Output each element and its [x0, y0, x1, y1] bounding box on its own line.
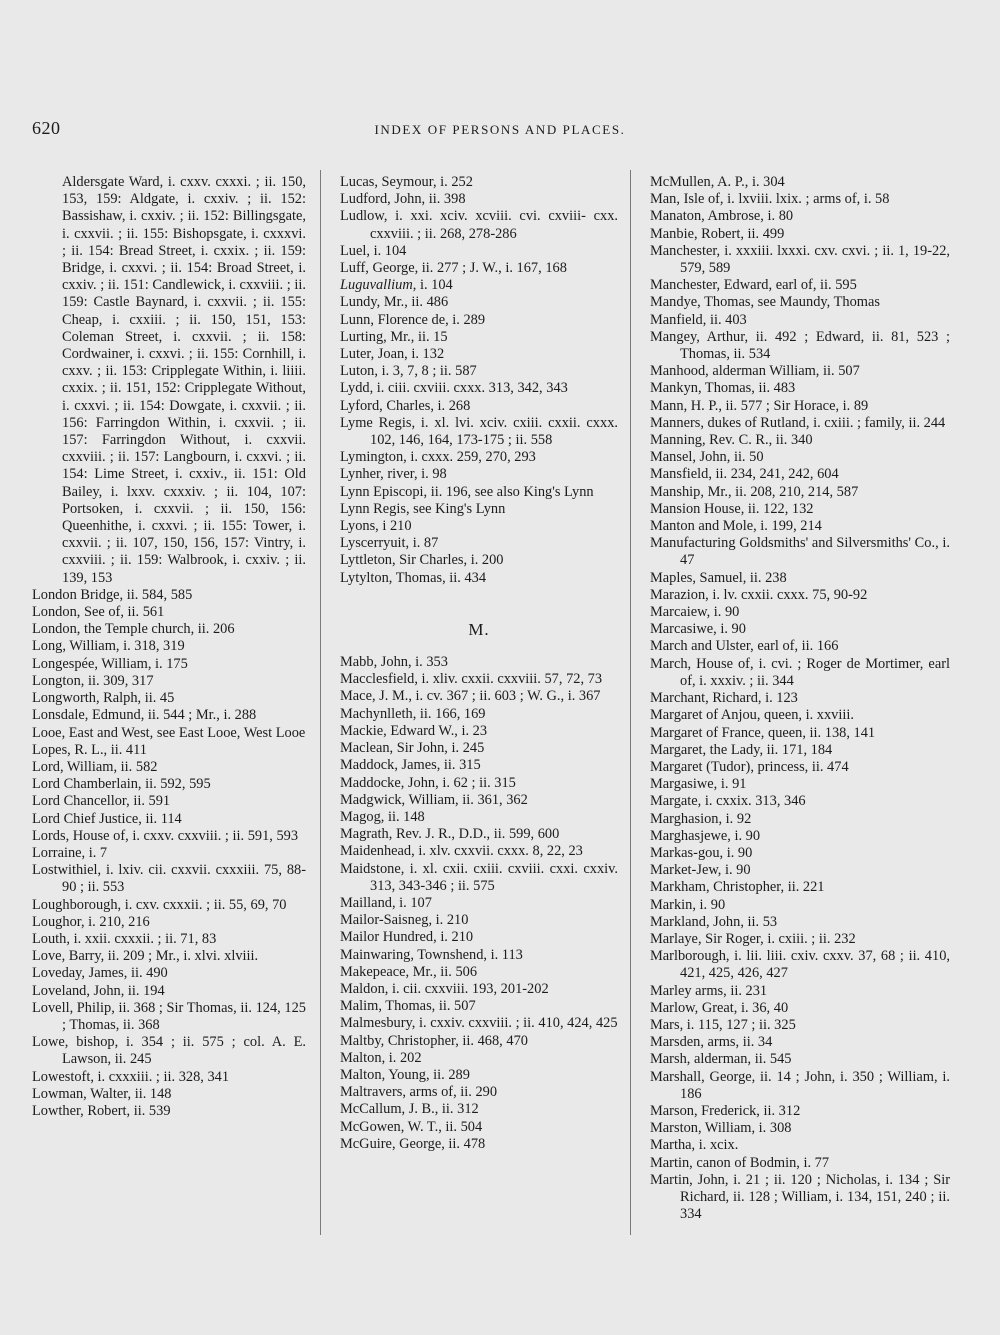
index-entry: Mann, H. P., ii. 577 ; Sir Horace, i. 89 — [650, 397, 869, 414]
index-entry: Lyford, Charles, i. 268 — [340, 397, 471, 414]
index-entry: Maldon, i. cii. cxxviii. 193, 201-202 — [340, 980, 549, 997]
index-entry: Markland, John, ii. 53 — [650, 913, 778, 930]
index-entry: Manhood, alderman William, ii. 507 — [650, 363, 860, 380]
index-column-left — [32, 174, 306, 1120]
index-entry: Marsh, alderman, ii. 545 — [650, 1051, 792, 1068]
index-entry: Maidstone, i. xl. cxii. cxiii. cxviii. cxxi. cxxiv. 313, 343-346 ; ii. 575 — [340, 860, 618, 894]
index-entry: Marshall, George, ii. 14 ; John, i. 350 ; William, i. 186 — [650, 1068, 950, 1102]
index-entry: Mansfield, ii. 234, 241, 242, 604 — [650, 466, 839, 483]
index-entry: Louth, i. xxii. cxxxii. ; ii. 71, 83 — [32, 930, 217, 947]
index-entry: Margasiwe, i. 91 — [650, 776, 747, 793]
index-entry: Marchant, Richard, i. 123 — [650, 690, 798, 707]
index-entry: Lowman, Walter, ii. 148 — [32, 1085, 172, 1102]
index-entry: Magog, ii. 148 — [340, 808, 425, 825]
index-entry: Luel, i. 104 — [340, 242, 407, 259]
index-entry: Loveday, James, ii. 490 — [32, 965, 168, 982]
index-entry: Lorraine, i. 7 — [32, 844, 108, 861]
index-column-middle — [340, 174, 618, 1153]
index-entry: Markin, i. 90 — [650, 896, 726, 913]
index-entry: Malmesbury, i. cxxiv. cxxviii. ; ii. 410, 424, 425 — [340, 1015, 618, 1032]
index-entry: March and Ulster, earl of, ii. 166 — [650, 638, 839, 655]
index-entry: Macclesfield, i. xliv. cxxii. cxxviii. 57, 72, 73 — [340, 671, 603, 688]
index-entry: Manfield, ii. 403 — [650, 311, 747, 328]
index-entry: Marson, Frederick, ii. 312 — [650, 1102, 801, 1119]
index-entry: Mabb, John, i. 353 — [340, 654, 448, 671]
index-entry: Manchester, i. xxxiii. lxxxi. cxv. cxvi. ; ii. 1, 19-22, 579, 589 — [650, 242, 950, 277]
index-entry: Marlow, Great, i. 36, 40 — [650, 999, 789, 1016]
index-entry: Lyscerryuit, i. 87 — [340, 535, 439, 552]
index-entry: Lowestoft, i. cxxxiii. ; ii. 328, 341 — [32, 1068, 230, 1085]
index-entry: Lundy, Mr., ii. 486 — [340, 294, 449, 311]
index-entry: Marcaiew, i. 90 — [650, 604, 740, 621]
index-entry: Martin, canon of Bodmin, i. 77 — [650, 1154, 830, 1171]
index-entry: Lyons, i 210 — [340, 518, 412, 535]
index-entry: Manship, Mr., ii. 208, 210, 214, 587 — [650, 483, 859, 500]
index-entry: Lopes, R. L., ii. 411 — [32, 741, 147, 758]
index-entry: Lord, William, ii. 582 — [32, 758, 158, 775]
index-entry: Lord Chief Justice, ii. 114 — [32, 810, 182, 827]
index-entry: Mansel, John, ii. 50 — [650, 449, 764, 466]
column-divider — [630, 170, 631, 1235]
index-entry: Luff, George, ii. 277 ; J. W., i. 167, 168 — [340, 260, 567, 277]
index-entry: Lurting, Mr., ii. 15 — [340, 328, 448, 345]
index-entry: Lord Chancellor, ii. 591 — [32, 793, 171, 810]
index-entry: Manchester, Edward, earl of, ii. 595 — [650, 277, 857, 294]
index-entry: Mackie, Edward W., i. 23 — [340, 722, 488, 739]
index-entry: Martin, John, i. 21 ; ii. 120 ; Nicholas, i. 134 ; Sir Richard, ii. 128 ; William, i. 134, 151, 240 ; ii. 334 — [650, 1171, 950, 1223]
index-entry: Marlaye, Sir Roger, i. cxiii. ; ii. 232 — [650, 930, 856, 947]
index-column-right — [650, 174, 950, 1223]
index-entry: Mansion House, ii. 122, 132 — [650, 500, 814, 517]
index-entry: London Bridge, ii. 584, 585 — [32, 586, 193, 603]
index-entry: March, House of, i. cvi. ; Roger de Mortimer, earl of, i. xxxiv. ; ii. 344 — [650, 655, 950, 689]
index-entry: Loughor, i. 210, 216 — [32, 913, 150, 930]
index-entry: Market-Jew, i. 90 — [650, 862, 751, 879]
index-entry: Lynn Episcopi, ii. 196, see also King's Lynn — [340, 483, 594, 500]
index-entry: Lowther, Robert, ii. 539 — [32, 1102, 171, 1119]
index-entry: Mailor-Saisneg, i. 210 — [340, 912, 469, 929]
index-entry: Margaret of France, queen, ii. 138, 141 — [650, 724, 876, 741]
index-entry: Lostwithiel, i. lxiv. cii. cxxvii. cxxxiii. 75, 88-90 ; ii. 553 — [32, 862, 306, 896]
index-entry: Makepeace, Mr., ii. 506 — [340, 963, 478, 980]
index-entry: Longton, ii. 309, 317 — [32, 672, 154, 689]
index-entry: London, the Temple church, ii. 206 — [32, 621, 235, 638]
index-entry: Loughborough, i. cxv. cxxxii. ; ii. 55, 69, 70 — [32, 896, 287, 913]
index-entry: Marazion, i. lv. cxxii. cxxx. 75, 90-92 — [650, 586, 868, 603]
index-entry: Ludlow, i. xxi. xciv. xcviii. cvi. cxviii- cxx. cxxviii. ; ii. 268, 278-286 — [340, 208, 618, 242]
index-entry: Lords, House of, i. cxxv. cxxviii. ; ii. 591, 593 — [32, 827, 299, 844]
index-entry: Madgwick, William, ii. 361, 362 — [340, 791, 528, 808]
index-entry: Lydd, i. ciii. cxviii. cxxx. 313, 342, 343 — [340, 380, 568, 397]
index-entry: Man, Isle of, i. lxviii. lxix. ; arms of, i. 58 — [650, 191, 890, 208]
index-entry: Manton and Mole, i. 199, 214 — [650, 518, 822, 535]
index-entry: Marsden, arms, ii. 34 — [650, 1034, 773, 1051]
index-entry: Manufacturing Goldsmiths' and Silversmiths' Co., i. 47 — [650, 535, 950, 569]
index-entry: Margaret of Anjou, queen, i. xxviii. — [650, 707, 854, 724]
index-entry: Marlborough, i. lii. liii. cxiv. cxxv. 37, 68 ; ii. 410, 421, 425, 426, 427 — [650, 948, 950, 982]
index-entry: Magrath, Rev. J. R., D.D., ii. 599, 600 — [340, 826, 560, 843]
index-entry: Markham, Christopher, ii. 221 — [650, 879, 825, 896]
column-divider — [320, 170, 321, 1235]
index-entry: Looe, East and West, see East Looe, West Looe — [32, 724, 306, 741]
index-entry: Mailor Hundred, i. 210 — [340, 929, 474, 946]
index-entry: Margate, i. cxxix. 313, 346 — [650, 793, 806, 810]
index-entry: Malton, i. 202 — [340, 1049, 422, 1066]
index-entry: Margaret, the Lady, ii. 171, 184 — [650, 741, 833, 758]
index-entry: Luguvallium, i. 104 — [340, 277, 453, 294]
index-entry: Maddock, James, ii. 315 — [340, 757, 481, 774]
index-entry: Mainwaring, Townshend, i. 113 — [340, 946, 523, 963]
index-entry: Machynlleth, ii. 166, 169 — [340, 705, 486, 722]
index-entry: Marley arms, ii. 231 — [650, 982, 768, 999]
index-entry: Manning, Rev. C. R., ii. 340 — [650, 432, 813, 449]
index-entry: Aldersgate Ward, i. cxxv. cxxxi. ; ii. 150, 153, 159: Aldgate, i. cxxiv. ; ii. 152: Bassishaw, i. cxxiv. ; ii. 152: Billingsgate, i. cxxvii. ; ii. 155: Bishopsgate, i. cxxxvi. ; ii. 154: Bread Street, i. cxxix. ; ii. 159: Bridge, i. cxxvi. ; ii. 154: Broad Street, i. cxxiv. ; ii. 151: Candlewick, i. cxxviii. ; ii. 159: Castle Baynard, i. cxxvii. ; ii. 155: Cheap, i. cxxiii. ; ii. 150, 151, 153: Coleman Street, i. cxxvii. ; ii. 158: Cordwainer, i. cxxvi. ; ii. 155: Cornhill, i. cxxv. ; ii. 153: Cripplegate Within, i. liiii. cxxix. ; ii. 151, 152: Cripplegate Without, i. cxxvi. ; ii. 154: Dowgate, i. cxxvii. ; ii. 156: Farringdon Within, i. cxxvii. ; ii. 157: Farringdon Without, i. cxxvii. cxxviii. ; ii. 157: Langbourn, i. cxxvi. ; ii. 154: Lime Street, i. cxxiv., ii. 151: Old Bailey, i. lxxv. cxxxiv. ; ii. 104, 107: Portsoken, i. cxxvii. ; ii. 150, 156: Queenhithe, i. cxxvi. ; ii. 155: Tower, i. cxxvii. ; ii. 107, 150, 156, 157: Vintry, i. cxxviii. ; ii. 159: Walbrook, i. cxxiv. ; ii. 139, 153 — [62, 174, 306, 586]
section-letter-heading: M. — [468, 619, 490, 639]
page-number: 620 — [32, 118, 61, 138]
index-entry: Margaret (Tudor), princess, ii. 474 — [650, 758, 849, 775]
index-entry: Lord Chamberlain, ii. 592, 595 — [32, 776, 211, 793]
running-head: INDEX OF PERSONS AND PLACES. — [374, 122, 626, 137]
index-entry: Maclean, Sir John, i. 245 — [340, 740, 485, 757]
index-entry: Manbie, Robert, ii. 499 — [650, 225, 785, 242]
index-entry: Lymington, i. cxxx. 259, 270, 293 — [340, 449, 536, 466]
index-entry: Luton, i. 3, 7, 8 ; ii. 587 — [340, 363, 477, 380]
index-entry: Longworth, Ralph, ii. 45 — [32, 690, 175, 707]
index-entry: Lyme Regis, i. xl. lvi. xciv. cxiii. cxxii. cxxx. 102, 146, 164, 173-175 ; ii. 558 — [340, 414, 618, 449]
index-entry: Lyttleton, Sir Charles, i. 200 — [340, 552, 504, 569]
index-entry: Markas-gou, i. 90 — [650, 844, 753, 861]
index-entry: McGuire, George, ii. 478 — [340, 1135, 486, 1152]
index-entry: Maltravers, arms of, ii. 290 — [340, 1084, 498, 1101]
index-entry: Marghasion, i. 92 — [650, 810, 752, 827]
index-entry: Lynher, river, i. 98 — [340, 466, 447, 483]
index-entry: Maidenhead, i. xlv. cxxvii. cxxx. 8, 22, 23 — [340, 843, 583, 860]
index-entry: Longespée, William, i. 175 — [32, 655, 188, 672]
index-entry: Mace, J. M., i. cv. 367 ; ii. 603 ; W. G., i. 367 — [340, 688, 601, 705]
index-entry: Lunn, Florence de, i. 289 — [340, 311, 486, 328]
index-entry: Martha, i. xcix. — [650, 1137, 739, 1154]
index-entry: Marghasjewe, i. 90 — [650, 827, 761, 844]
index-entry: Maltby, Christopher, ii. 468, 470 — [340, 1032, 528, 1049]
index-entry: Loveland, John, ii. 194 — [32, 982, 165, 999]
index-entry: Malim, Thomas, ii. 507 — [340, 998, 476, 1015]
index-entry: Marston, William, i. 308 — [650, 1120, 792, 1137]
index-entry: Lovell, Philip, ii. 368 ; Sir Thomas, ii. 124, 125 ; Thomas, ii. 368 — [32, 999, 306, 1033]
index-entry: McCallum, J. B., ii. 312 — [340, 1101, 479, 1118]
index-entry: Lytylton, Thomas, ii. 434 — [340, 569, 487, 586]
index-entry: London, See of, ii. 561 — [32, 604, 165, 621]
index-entry: Long, William, i. 318, 319 — [32, 638, 185, 655]
index-entry: Lonsdale, Edmund, ii. 544 ; Mr., i. 288 — [32, 707, 257, 724]
index-entry: Luter, Joan, i. 132 — [340, 346, 445, 363]
index-entry: Mandye, Thomas, see Maundy, Thomas — [650, 294, 880, 311]
index-entry: Maddocke, John, i. 62 ; ii. 315 — [340, 774, 516, 791]
index-entry: McMullen, A. P., i. 304 — [650, 174, 785, 190]
index-entry: Mankyn, Thomas, ii. 483 — [650, 380, 796, 397]
index-entry: Love, Barry, ii. 209 ; Mr., i. xlvi. xlviii. — [32, 948, 259, 965]
index-entry: Mailland, i. 107 — [340, 894, 432, 911]
index-entry: Ludford, John, ii. 398 — [340, 191, 466, 208]
index-entry: Lynn Regis, see King's Lynn — [340, 500, 506, 517]
index-entry: Lucas, Seymour, i. 252 — [340, 174, 473, 190]
index-entry: Mars, i. 115, 127 ; ii. 325 — [650, 1016, 796, 1033]
index-entry: Marcasiwe, i. 90 — [650, 621, 746, 638]
index-entry: Malton, Young, ii. 289 — [340, 1066, 470, 1083]
index-entry: Lowe, bishop, i. 354 ; ii. 575 ; col. A. E. Lawson, ii. 245 — [32, 1034, 306, 1068]
index-entry: McGowen, W. T., ii. 504 — [340, 1118, 483, 1135]
index-entry: Maples, Samuel, ii. 238 — [650, 569, 787, 586]
index-entry: Mangey, Arthur, ii. 492 ; Edward, ii. 81, 523 ; Thomas, ii. 534 — [650, 328, 950, 363]
index-entry: Manaton, Ambrose, i. 80 — [650, 208, 794, 225]
index-entry: Manners, dukes of Rutland, i. cxiii. ; family, ii. 244 — [650, 414, 946, 431]
